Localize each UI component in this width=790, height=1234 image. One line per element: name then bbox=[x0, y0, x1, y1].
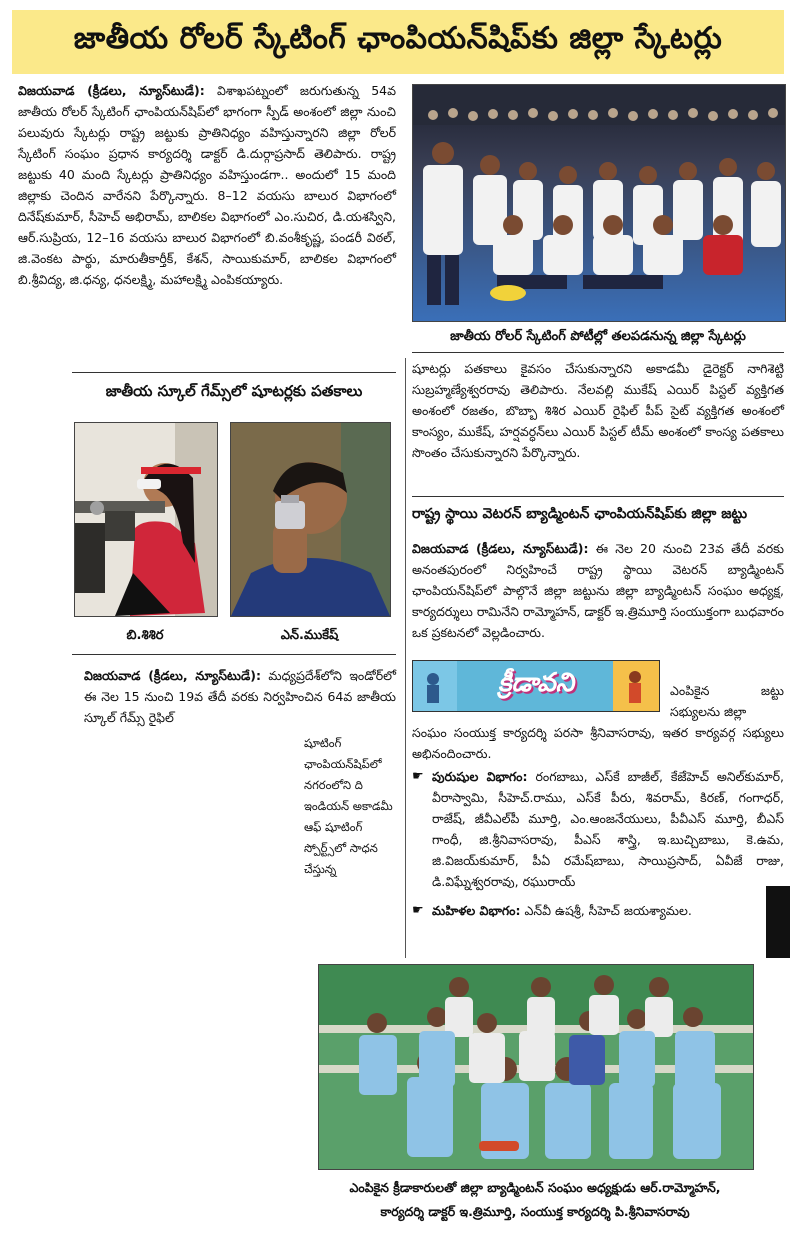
badminton-women-list bbox=[412, 900, 784, 921]
skating-dateline: విజయవాడ (క్రీడలు, న్యూస్‌టుడే): bbox=[18, 83, 205, 98]
shooting-title: జాతీయ స్కూల్ గేమ్స్‌లో షూటర్లకు పతకాలు bbox=[105, 382, 363, 400]
skating-photo-caption: జాతీయ రోలర్ స్కేటింగ్ పోటీల్లో తలపడనున్న జిల్లా స్కేటర్లు bbox=[450, 329, 746, 344]
men-label: పురుషుల విభాగం: bbox=[432, 769, 528, 784]
shooting-body-narrow: షూటింగ్ ఛాంపియన్‌షిప్‌లో నగరంలోని ది ఇండియన్ అకాడమీ ఆఫ్ షూటింగ్ స్పోర్ట్స్‌లో సాధన చేస్తున్న bbox=[304, 736, 393, 876]
skating-team-photo bbox=[412, 84, 786, 322]
shooting-article-continued bbox=[412, 358, 784, 463]
pointing-hand-icon: ☛ bbox=[412, 769, 424, 784]
men-list: రంగబాబు, ఎస్‌కే బాజీల్, కేజేహెచ్ అనిల్‌కుమార్, వీరాస్వామి, సీహెచ్.రాము, ఎస్‌కే పీరు, శివరామ్, కిరణ్, గంగాధర్, రాజేష్, జీవీఎల్‌పీ మూర్తి, ఎం.ఆంజనేయులు, పీవీఎస్ మూర్తి, బీఎస్ గాంధీ, జి.శ్రీనివాసరావు, పీఎస్ శాస్త్రి, ఇ.బుచ్చిబాబు, కె.ఉమ, జి.విజయ్‌కుమార్, పీఏ రమేష్‌బాబు, సాయిప్రసాద్, ఏవీజే రాజు, డి.విఘ్నేశ్వరరావు, రఘురాయ్ bbox=[432, 769, 784, 889]
shooting-article-top bbox=[84, 665, 396, 728]
shooter-caption-mukesh: ఎన్.ముకేష్ bbox=[280, 628, 339, 643]
badminton-body-after: సంఘం సంయుక్త కార్యదర్శి పరసా శ్రీనివాసరావు, ఇతర కార్యవర్గ సభ్యులు అభినందించారు. bbox=[412, 725, 784, 761]
badminton-photo-caption bbox=[318, 1176, 752, 1224]
column-divider bbox=[405, 358, 406, 958]
badminton-top-rule bbox=[412, 496, 784, 497]
shooter-photo-mukesh-art bbox=[231, 423, 390, 616]
kreedavani-banner-text: క్రీడావని bbox=[497, 668, 575, 698]
shooting-top-rule bbox=[72, 372, 396, 373]
badminton-article-top bbox=[412, 538, 784, 643]
badminton-team-photo bbox=[318, 964, 754, 1170]
shooter-photo-sisira-art bbox=[75, 423, 217, 616]
badminton-caption-line2: కార్యదర్శి డాక్టర్ ఇ.త్రిమూర్తి, సంయుక్త కార్యదర్శి పి.శ్రీనివాసరావు bbox=[380, 1204, 690, 1219]
shooter-photo-mukesh bbox=[230, 422, 391, 617]
badminton-dateline: విజయవాడ (క్రీడలు, న్యూస్‌టుడే): bbox=[412, 541, 589, 556]
shooting-body-continued: షూటర్లు పతకాలు కైవసం చేసుకున్నారని అకాడమీ డైరెక్టర్ నాగిశెట్టి సుబ్రహ్మణ్యేశ్వరరావు తెలిపారు. నేలవల్లి ముకేష్ ఎయిర్ పిస్టల్ వ్యక్తిగత అంశంలో రజతం, బొబ్బా శిశిర ఎయిర్ రైఫిల్ పీప్ సైట్ వ్యక్తిగత అంశంలో కాంస్యం, ముకేష్, హర్షవర్ధన్‌లు ఎయిర్ పిస్టల్ టీమ్ అంశంలో కాంస్య పతకాలు సొంతం చేసుకున్నారని పేర్కొన్నారు. bbox=[412, 361, 784, 460]
badminton-title: రాష్ట్ర స్థాయి వెటరన్ బ్యాడ్మింటన్ ఛాంపియన్‌షిప్‌కు జిల్లా జట్టు bbox=[412, 506, 748, 522]
shooting-caption-rule bbox=[72, 654, 396, 655]
women-list: ఎన్‌వీ ఉషశ్రీ, సీహెచ్ జయశ్యామల. bbox=[524, 903, 692, 918]
shooter-caption-sisira: బి.శిశిర bbox=[126, 628, 164, 643]
badminton-men-list bbox=[412, 766, 784, 892]
kreedavani-banner bbox=[412, 660, 660, 712]
skating-body: విశాఖపట్నంలో జరుగుతున్న 54వ జాతీయ రోలర్ స్కేటింగ్ ఛాంపియన్‌షిప్‌లో భాగంగా స్పీడ్ అంశంలో జిల్లా నుంచి పలువురు స్కేటర్లు రాష్ట్ర జట్టుకు ప్రాతినిధ్యం వహిస్తున్నారని జిల్లా రోలర్ స్కేటింగ్ సంఘం ప్రధాన కార్యదర్శి డాక్టర్ డి.దుర్గాప్రసాద్ తెలిపారు. రాష్ట్ర జట్టుకు 40 మంది స్కేటర్లు ప్రాతినిధ్యం వహిస్తుండగా.. అందులో 15 మంది జిల్లాకు చెందిన వారేనని పేర్కొన్నారు. 8–12 వయసు బాలుర విభాగంలో దినేష్‌కుమార్, సీహెచ్ అభిరామ్, బాలికల విభాగంలో ఎం.సుచిర, డి.యశస్విని, ఆర్.సుప్రియ, 12–16 వయసు బాలుర విభాగంలో బి.వంశీకృష్ణ, పండరీ విఠల్, జి.వెంకట పార్థు, మారుతీకార్తీక్, కేశన్, సాయికుమార్, బాలికల విభాగంలో బి.శ్రీవిద్య, జి.ధన్య, ధనలక్ష్మి, మహాలక్ష్మి ఎంపికయ్యారు. bbox=[18, 83, 396, 287]
badminton-article-after bbox=[412, 722, 784, 764]
badminton-body-side: ఎంపికైన జట్టు సభ్యులను జిల్లా bbox=[670, 683, 784, 719]
shooting-body-top: మధ్యప్రదేశ్‌లోని ఇండోర్‌లో ఈ నెల 15 నుంచి 19వ తేదీ వరకు నిర్వహించిన 64వ జాతీయ స్కూల్ గేమ్స్ రైఫిల్ bbox=[84, 668, 396, 725]
shooting-dateline: విజయవాడ (క్రీడలు, న్యూస్‌టుడే): bbox=[84, 668, 261, 683]
badminton-caption-line1: ఎంపికైన క్రీడాకారులతో జిల్లా బ్యాడ్మింటన్ సంఘం అధ్యక్షుడు ఆర్.రామ్మోహన్, bbox=[349, 1180, 721, 1195]
skating-caption-rule bbox=[412, 352, 784, 353]
pointing-hand-icon: ☛ bbox=[412, 903, 424, 918]
badminton-body-top: ఈ నెల 20 నుంచి 23వ తేదీ వరకు అనంతపురంలో నిర్వహించే రాష్ట్ర స్థాయి వెటరన్ బ్యాడ్మింటన్ ఛాంపియన్‌షిప్‌లో పాల్గొనే జిల్లా జట్టును జిల్లా బ్యాడ్మింటన్ సంఘం అధ్యక్ష, కార్యదర్శులు రామినేని రామ్మోహన్, డాక్టర్ ఇ.త్రిమూర్తి సంయుక్తంగా బుధవారం ఒక ప్రకటనలో వెల్లడించారు. bbox=[412, 541, 784, 640]
badminton-article-side bbox=[670, 680, 784, 722]
page-edge-marker bbox=[766, 886, 790, 958]
skating-article bbox=[18, 80, 396, 290]
women-label: మహిళల విభాగం: bbox=[432, 903, 521, 918]
headline-banner bbox=[12, 10, 784, 74]
shooting-article-narrow bbox=[304, 733, 396, 880]
badminton-team-photo-art bbox=[319, 965, 753, 1169]
skating-team-photo-art bbox=[413, 85, 785, 321]
headline: జాతీయ రోలర్ స్కేటింగ్ ఛాంపియన్‌షిప్‌కు జిల్లా స్కేటర్లు bbox=[73, 21, 723, 56]
shooter-photo-sisira bbox=[74, 422, 218, 617]
